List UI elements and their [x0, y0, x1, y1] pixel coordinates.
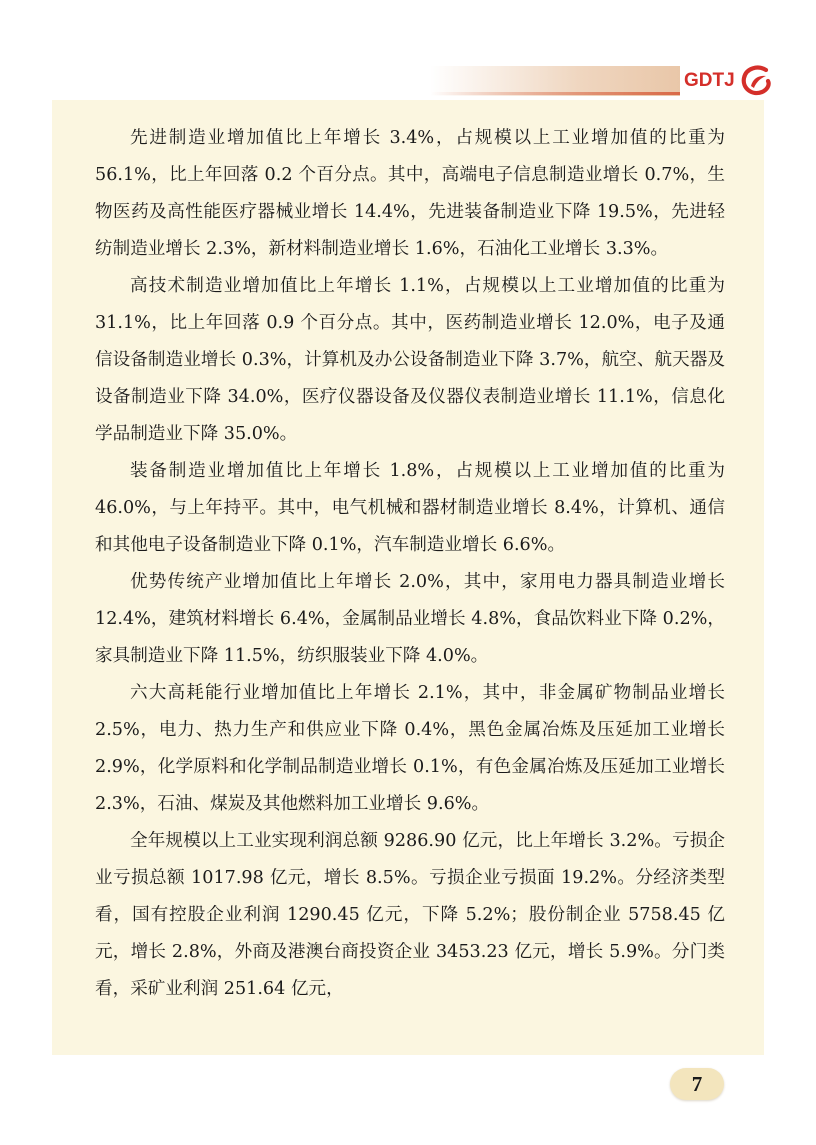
gdtj-swirl-icon: [740, 64, 772, 98]
paragraph-high-tech-manufacturing: 高技术制造业增加值比上年增长 1.1%，占规模以上工业增加值的比重为 31.1%，比上年回落 0.9 个百分点。其中，医药制造业增长 12.0%，电子及通信设备制造业增长 0.3%，计算机及办公设备制造业下降 3.7%，航空、航天器及设备制造业下降 34.0%，医疗仪器设备及仪器仪表制造业增长 11.1%，信息化学品制造业下降 35.0%。: [95, 276, 725, 444]
gdtj-logo-text: GDTJ: [684, 70, 735, 91]
page-number: 7: [691, 1072, 703, 1096]
header-rule: [430, 92, 680, 95]
paragraph-energy-intensive-industries: 六大高耗能行业增加值比上年增长 2.1%，其中，非金属矿物制品业增长 2.5%，电力、热力生产和供应业下降 0.4%，黑色金属冶炼及压延加工业增长 2.9%，化学原料和化学制品制造业增长 0.1%，有色金属冶炼及压延加工业增长 2.3%，石油、煤炭及其他燃料加工业增长 9.6%。: [95, 683, 725, 814]
page-number-badge: [670, 1068, 724, 1100]
paragraph-equipment-manufacturing: 装备制造业增加值比上年增长 1.8%，占规模以上工业增加值的比重为 46.0%，与上年持平。其中，电气机械和器材制造业增长 8.4%，计算机、通信和其他电子设备制造业下降 0.1%，汽车制造业增长 6.6%。: [95, 461, 725, 555]
article-body: [95, 120, 725, 1008]
paragraph-advanced-manufacturing: 先进制造业增加值比上年增长 3.4%，占规模以上工业增加值的比重为 56.1%，比上年回落 0.2 个百分点。其中，高端电子信息制造业增长 0.7%，生物医药及高性能医疗器械业增长 14.4%，先进装备制造业下降 19.5%，先进轻纺制造业增长 2.3%，新材料制造业增长 1.6%，石油化工业增长 3.3%。: [95, 128, 725, 259]
page-top-margin: [0, 0, 816, 70]
paragraph-industrial-profits: 全年规模以上工业实现利润总额 9286.90 亿元，比上年增长 3.2%。亏损企业亏损总额 1017.98 亿元，增长 8.5%。亏损企业亏损面 19.2%。分经济类型看，国有控股企业利润 1290.45 亿元，下降 5.2%；股份制企业 5758.45 亿元，增长 2.8%，外商及港澳台商投资企业 3453.23 亿元，增长 5.9%。分门类看，采矿业利润 251.64 亿元，: [95, 831, 725, 999]
paragraph-traditional-industries: 优势传统产业增加值比上年增长 2.0%，其中，家用电力器具制造业增长 12.4%，建筑材料增长 6.4%，金属制品业增长 4.8%，食品饮料业下降 0.2%，家具制造业下降 11.5%，纺织服装业下降 4.0%。: [95, 572, 725, 666]
